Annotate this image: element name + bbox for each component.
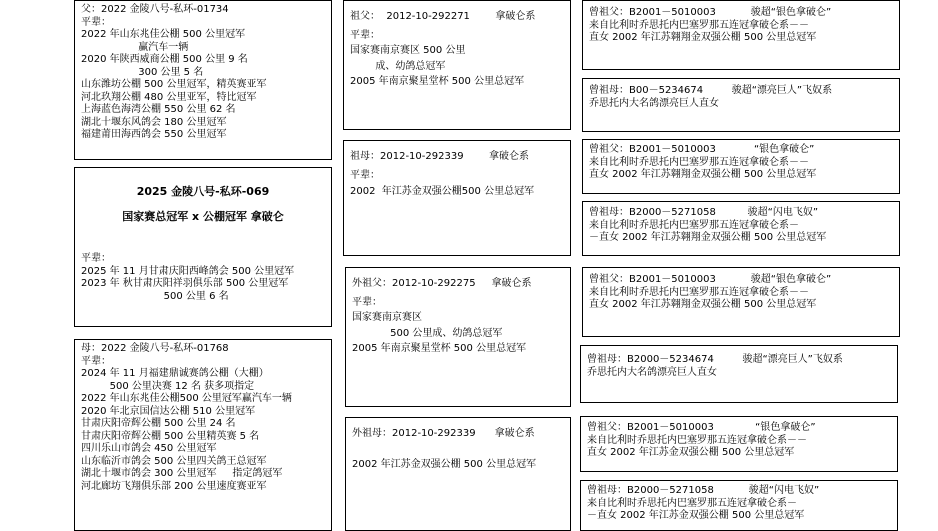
- sire-header: 父：2022 金陵八号-私环-01734: [81, 4, 229, 15]
- g5-line: 直女 2002 年江苏翱翔金双强公棚 500 公里总冠军: [589, 299, 817, 310]
- dam-line: 山东临沂市鸽会 500 公里四关鸽王总冠军: [81, 455, 267, 467]
- g5-line: 曾祖父：B2001－5010003 骏超“银色拿破仑”: [589, 274, 832, 285]
- paternal-grandsire-label: 平辈：: [350, 29, 380, 41]
- great-granddam-box-2: [582, 201, 900, 256]
- subject-label: 平辈：: [81, 253, 111, 264]
- paternal-granddam-label: 平辈：: [350, 169, 380, 181]
- g4-line: －直女 2002 年江苏翱翔金双强公棚 500 公里总冠军: [589, 232, 827, 243]
- g6-line: 曾祖母：B2000－5234674 骏超“漂亮巨人”飞奴系: [587, 354, 843, 365]
- g3-line: 曾祖父：B2001－5010003 “银色拿破仑”: [589, 144, 815, 155]
- g7-line: 曾祖父：B2001－5010003 “银色拿破仑”: [587, 422, 816, 433]
- dam-box: [74, 339, 332, 531]
- paternal-granddam-box: [343, 140, 571, 256]
- maternal-grandsire-line: 500 公里成、幼鸽总冠军: [352, 327, 503, 339]
- sire-line: 湖北十堰东风鸽会 180 公里冠军: [81, 116, 227, 128]
- g5-line: 来自比利时乔思托内巴塞罗那五连冠拿破仑系－－: [589, 286, 809, 298]
- maternal-granddam-line: 2002 年江苏金双强公棚 500 公里总冠军: [352, 458, 537, 470]
- subject-line: 2025 年 11 月甘肃庆阳西峰鸽会 500 公里冠军: [81, 265, 295, 277]
- great-granddam-box-4: [580, 480, 898, 531]
- subject-subtitle: 国家赛总冠军 x 公棚冠军 拿破仑: [122, 209, 284, 223]
- maternal-grandsire-label: 平辈：: [352, 296, 382, 308]
- dam-line: 500 公里决赛 12 名 获多项指定: [81, 380, 255, 392]
- subject-line: 2023 年 秋甘肃庆阳祥羽俱乐部 500 公里冠军: [81, 278, 289, 289]
- maternal-granddam-box: [345, 417, 571, 531]
- great-grandsire-box-2: [582, 139, 900, 194]
- great-granddam-box-3: [580, 345, 898, 403]
- subject-box: [74, 167, 332, 327]
- dam-line: 河北廊坊飞翔俱乐部 200 公里速度赛亚军: [81, 480, 267, 492]
- sire-line: 河北玖翔公棚 480 公里亚军，特比冠军: [81, 91, 257, 103]
- g3-line: 来自比利时乔思托内巴塞罗那五连冠拿破仑系－－: [589, 156, 809, 168]
- sire-line: 上海蓝色海湾公棚 550 公里 62 名: [81, 104, 236, 115]
- paternal-grandsire-line: 2005 年南京聚星堂杯 500 公里总冠军: [350, 76, 525, 87]
- paternal-grandsire-header: 祖父： 2012-10-292271 拿破仑系: [350, 11, 536, 22]
- subject-line: 500 公里 6 名: [81, 290, 229, 302]
- g1-line: 直女 2002 年江苏翱翔金双强公棚 500 公里总冠军: [589, 32, 817, 43]
- paternal-granddam-header: 祖母：2012-10-292339 拿破仑系: [350, 151, 529, 162]
- great-granddam-box-1: [582, 78, 900, 132]
- dam-line: 2024 年 11 月福建鼎诚赛鸽公棚（大棚）: [81, 368, 269, 379]
- paternal-grandsire-box: [343, 0, 571, 130]
- g1-line: 来自比利时乔思托内巴塞罗那五连冠拿破仑系－－: [589, 19, 809, 31]
- maternal-grandsire-header: 外祖父：2012-10-292275 拿破仑系: [352, 278, 532, 289]
- g8-line: －直女 2002 年江苏金双强公棚 500 公里总冠军: [587, 510, 805, 521]
- paternal-grandsire-line: 成、幼鸽总冠军: [350, 60, 446, 72]
- g7-line: 来自比利时乔思托内巴塞罗那五连冠拿破仑系－－: [587, 434, 807, 446]
- sire-label: 平辈：: [81, 16, 111, 28]
- dam-line: 2022 年山东兆佳公棚500 公里冠军赢汽车一辆: [81, 393, 292, 404]
- dam-line: 2020 年北京国信达公棚 510 公里冠军: [81, 405, 256, 417]
- dam-line: 湖北十堰市鸽会 300 公里冠军 指定鸽冠军: [81, 468, 283, 479]
- g8-line: 曾祖母：B2000－5271058 骏超“闪电飞奴”: [587, 485, 820, 496]
- maternal-grandsire-line: 国家赛南京赛区: [352, 312, 422, 323]
- g7-line: 直女 2002 年江苏金双强公棚 500 公里总冠军: [587, 447, 795, 458]
- dam-line: 甘肃庆阳帝辉公棚 500 公里 24 名: [81, 418, 236, 429]
- sire-box: [74, 0, 332, 160]
- g6-line: 乔思托内大名鸽漂亮巨人直女: [587, 366, 717, 378]
- maternal-grandsire-box: [345, 267, 571, 407]
- dam-line: 四川乐山市鸽会 450 公里冠军: [81, 443, 217, 454]
- dam-header: 母：2022 金陵八号-私环-01768: [81, 343, 229, 354]
- sire-line: 2022 年山东兆佳公棚 500 公里冠军: [81, 29, 246, 40]
- g4-line: 曾祖母：B2000－5271058 骏超“闪电飞奴”: [589, 207, 818, 218]
- subject-title: 2025 金陵八号-私环-069: [136, 185, 270, 198]
- g8-line: 来自比利时乔思托内巴塞罗那五连冠拿破仑系－: [587, 497, 797, 509]
- sire-line: 山东潍坊公棚 500 公里冠军，精英赛亚军: [81, 79, 267, 90]
- g2-line: 曾祖母：B00－5234674 骏超“漂亮巨人”飞奴系: [589, 85, 833, 96]
- paternal-granddam-line: 2002 年江苏金双强公棚500 公里总冠军: [350, 186, 535, 197]
- dam-label: 平辈：: [81, 355, 111, 367]
- maternal-grandsire-line: 2005 年南京聚星堂杯 500 公里总冠军: [352, 343, 527, 354]
- g1-line: 曾祖父：B2001－5010003 骏超“银色拿破仑”: [589, 7, 832, 18]
- g2-line: 乔思托内大名鸽漂亮巨人直女: [589, 97, 719, 109]
- great-grandsire-box-3: [582, 267, 900, 337]
- sire-line: 2020 年陕西威商公棚 500 公里 9 名: [81, 54, 248, 65]
- great-grandsire-box-1: [582, 0, 900, 70]
- great-grandsire-box-4: [580, 416, 898, 472]
- g4-line: 来自比利时乔思托内巴塞罗那五连冠拿破仑系－: [589, 219, 799, 231]
- sire-line: 赢汽车一辆: [81, 41, 189, 53]
- sire-line: 福建莆田海西鸽会 550 公里冠军: [81, 129, 227, 140]
- dam-line: 甘肃庆阳帝辉公棚 500 公里精英赛 5 名: [81, 430, 260, 442]
- paternal-grandsire-line: 国家赛南京赛区 500 公里: [350, 45, 466, 56]
- maternal-granddam-header: 外祖母：2012-10-292339 拿破仑系: [352, 428, 535, 439]
- sire-line: 300 公里 5 名: [81, 66, 204, 78]
- g3-line: 直女 2002 年江苏翱翔金双强公棚 500 公里总冠军: [589, 169, 817, 180]
